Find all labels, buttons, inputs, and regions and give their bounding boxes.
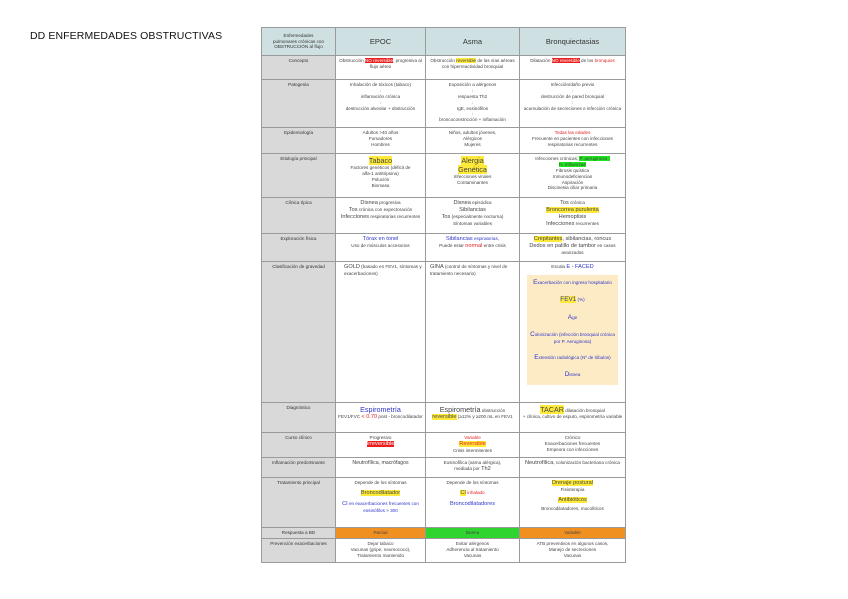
- text: Th2: [481, 465, 491, 472]
- text: Factores genéticos (déficit de: [350, 165, 411, 171]
- text: Tos: [560, 200, 569, 206]
- e-faced-item: [529, 331, 616, 345]
- header-bronquiectasias: Bronquiectasias: [520, 28, 626, 56]
- highlight-tabaco: Tabaco: [368, 156, 393, 165]
- clasificacion-epoc: [336, 262, 426, 403]
- page-title: DD ENFERMEDADES OBSTRUCTIVAS: [30, 30, 223, 42]
- text: Sibilancias: [445, 236, 473, 242]
- highlight-genetica: Genética: [458, 165, 487, 175]
- diagnostico-epoc: [336, 403, 426, 433]
- row-concepto: [262, 56, 626, 80]
- text: Depende de los síntomas: [354, 480, 407, 485]
- curso-bronquiectasias: [520, 433, 626, 458]
- highlight-fev1: FEV1: [560, 296, 577, 304]
- text-red: < 0.70: [361, 414, 378, 421]
- highlight-broncorrea: Broncorrea purulenta: [546, 207, 599, 214]
- patogenia-bronquiectasias: [520, 80, 626, 128]
- text: crónica con expectoración: [357, 207, 413, 213]
- e-faced-item: [529, 314, 616, 322]
- row-tratamiento: [262, 478, 626, 528]
- curso-asma: [426, 433, 520, 458]
- e-faced-item: [529, 371, 616, 379]
- text-e-faced: E - FACED: [566, 264, 594, 270]
- text: Infecciones crónicas:: [535, 156, 580, 161]
- text: Manejo de secreciones: [548, 546, 597, 552]
- text: Tos: [441, 214, 451, 221]
- corner-line-2: pulmonares crónicas con: [272, 38, 325, 44]
- arrow-down-icon: ↓: [379, 87, 382, 93]
- label-diagnostico: Diagnóstico: [262, 403, 336, 433]
- text-red: Todas las edades: [554, 130, 591, 135]
- diagnostico-asma: [426, 403, 520, 433]
- text: + clínica, cultivo de esputo, espirometría variable: [522, 414, 623, 420]
- etiologia-bronquiectasias: [520, 154, 626, 198]
- text: de las vías aéreas con hiperreactividad bronquial: [441, 58, 515, 69]
- text: Disnea: [453, 200, 471, 206]
- text: obstrucción: [480, 408, 506, 413]
- label-clasificacion: Clasificación de gravedad: [262, 262, 336, 403]
- highlight-reversible: Reversible: [459, 440, 486, 447]
- text: (especialmente nocturna): [450, 214, 504, 220]
- text: Infecciones: [546, 221, 575, 228]
- label-inflamacion: Inflamación predominante: [262, 458, 336, 478]
- header-epoc: EPOC: [336, 28, 426, 56]
- arrow-down-icon: ↓: [571, 87, 574, 93]
- e-faced-box: [527, 275, 618, 385]
- text: (basado en FEV1, síntomas y exacerbaciones): [344, 264, 422, 277]
- inflamacion-asma: [426, 458, 520, 478]
- label-exploracion: Exploración física: [262, 234, 336, 262]
- diagnostico-bronquiectasias: [520, 403, 626, 433]
- text: Adultos >40 años: [362, 130, 399, 135]
- text: Fibrosis quística: [555, 167, 590, 173]
- concepto-asma: [426, 56, 520, 80]
- text: Sibilancias: [459, 207, 486, 214]
- text: Síntomas variables: [452, 221, 493, 227]
- text-gold: GOLD: [344, 264, 360, 270]
- inflamacion-epoc: Neutrofílica, macrófagos: [336, 458, 426, 478]
- row-clinica: [262, 198, 626, 234]
- highlight-irreversible: Irreversible: [366, 440, 395, 447]
- text-red: Variable: [464, 435, 481, 440]
- text: progresiva: [377, 200, 401, 205]
- text: Frecuente en pacientes con infecciones respiratorias recurrentes: [532, 135, 613, 147]
- text: Fisioterapia: [560, 487, 585, 493]
- text: alfa-1 antitripsina): [362, 171, 399, 177]
- text: E: [534, 353, 539, 361]
- corner-line-1: Enfermedades: [283, 32, 314, 38]
- row-clasificacion: [262, 262, 626, 403]
- text: IgE, eosinófilos: [456, 105, 489, 111]
- row-prevencion: [262, 538, 626, 562]
- highlight-reversible: reversible: [456, 58, 477, 63]
- text: Escala: [551, 264, 567, 269]
- row-respuesta: [262, 528, 626, 539]
- exploracion-bronquiectasias: [520, 234, 626, 262]
- text: olonización (infección bronquial crónica por P. Aeruginosa): [534, 331, 615, 344]
- text: Hombres: [371, 141, 390, 147]
- text: destrucción alveolar + obstrucción: [345, 105, 416, 111]
- text: Disnea: [360, 200, 378, 206]
- arrow-down-icon: ↓: [471, 87, 474, 93]
- text: Polución: [371, 176, 390, 182]
- header-row: [262, 28, 626, 56]
- row-diagnostico: [262, 403, 626, 433]
- text: Inmunodeficiencias: [552, 173, 593, 179]
- text: Aspiración: [561, 179, 584, 185]
- text: Puede estar: [439, 243, 466, 249]
- tratamiento-bronquiectasias: [520, 478, 626, 528]
- text: en casos avanzados: [561, 243, 616, 256]
- text: (%): [576, 297, 585, 303]
- e-faced-item: [529, 279, 616, 287]
- patogenia-asma: [426, 80, 520, 128]
- text: episódica: [470, 200, 492, 205]
- prevencion-epoc: [336, 538, 426, 562]
- label-patogenia: Patogenia: [262, 80, 336, 128]
- header-asma: Asma: [426, 28, 520, 56]
- row-exploracion: [262, 234, 626, 262]
- clinica-epoc: [336, 198, 426, 234]
- text: Exposición a alérgenos: [448, 82, 497, 87]
- highlight-no-reversible: NO reversible: [551, 58, 580, 63]
- text: post - broncodilatador: [377, 414, 423, 420]
- respuesta-bronquiectasias: Variable: [520, 528, 626, 539]
- text: Vacunas: [563, 552, 582, 558]
- text: Tratamiento mantenido: [356, 552, 405, 558]
- arrow-down-icon: ↓: [379, 99, 382, 105]
- highlight-broncodilatador: Broncodilatador: [360, 489, 401, 496]
- text: A: [567, 313, 573, 321]
- text: , colonización bacteriana crónica: [553, 460, 620, 465]
- text: xacerbación con ingreso hospitalario: [537, 280, 612, 286]
- text: (control de síntomas y nivel de tratamiento necesario): [430, 264, 508, 277]
- respuesta-epoc: Parcial: [336, 528, 426, 539]
- text: Fumadores: [368, 135, 393, 141]
- text: crónica: [568, 200, 585, 205]
- epidemiologia-bronquiectasias: [520, 128, 626, 154]
- text: mediada por: [454, 465, 482, 471]
- text: Crónico: [564, 435, 581, 440]
- highlight-h-influenzae: H. influenzae: [559, 161, 586, 167]
- row-inflamacion: [262, 458, 626, 478]
- text: recurrentes: [574, 221, 599, 227]
- text: Infecciones: [340, 214, 370, 221]
- text: dilatación bronquial: [563, 408, 605, 413]
- corner-line-3: OBSTRUCCIÓN al flujo: [274, 44, 323, 50]
- row-etiologia: [262, 154, 626, 198]
- respuesta-asma: Buena: [426, 528, 520, 539]
- text: Exacerbaciones frecuentes: [544, 440, 601, 446]
- text: broncoconstricción + inflamación: [439, 117, 506, 123]
- clinica-asma: [426, 198, 520, 234]
- prevencion-bronquiectasias: [520, 538, 626, 562]
- row-curso: [262, 433, 626, 458]
- label-concepto: Concepto: [262, 56, 336, 80]
- arrow-down-icon: ↓: [471, 111, 474, 117]
- text: Contaminantes: [457, 180, 488, 186]
- text: Dilatación: [530, 58, 552, 63]
- text: D: [564, 370, 570, 378]
- text: Evitar alérgenos: [455, 540, 490, 546]
- text: Espirometría: [360, 405, 401, 414]
- text: FEV1/FVC: [338, 414, 362, 420]
- text: en exacerbaciones frecuentes con eosinófilos > 300: [347, 501, 419, 514]
- text: Vacunas (gripe, neumococo),: [350, 546, 411, 552]
- text: Inhalación de tóxicos (tabaco): [349, 82, 412, 87]
- text: ge: [572, 314, 578, 320]
- text: Infecciones virales: [453, 174, 492, 180]
- text: inflamación crónica: [360, 93, 401, 99]
- text: Alérgicos: [463, 135, 482, 141]
- text: entre crisis: [482, 243, 506, 249]
- header-corner: [262, 28, 336, 56]
- tratamiento-asma: [426, 478, 520, 528]
- concepto-bronquiectasias: [520, 56, 626, 80]
- highlight-p-aeruginosa: P. aeruginosa ,: [579, 156, 610, 161]
- text: Obstrucción: [339, 58, 365, 63]
- label-epidemiologia: Epidemiología: [262, 128, 336, 154]
- text: Biomasa: [371, 182, 390, 188]
- text: Espirometría: [439, 405, 481, 414]
- text: isnea: [569, 371, 581, 377]
- clasificacion-asma: [426, 262, 520, 403]
- patogenia-epoc: [336, 80, 426, 128]
- concepto-epoc: [336, 56, 426, 80]
- text: Mujeres: [464, 141, 481, 147]
- label-etiologia: Etiología principal: [262, 154, 336, 198]
- text: Crisis intermitentes: [452, 448, 493, 454]
- text: de los: [579, 58, 595, 63]
- text-red: bronquios: [594, 58, 615, 63]
- e-faced-item: [529, 296, 616, 304]
- text: Broncodilatadores, mucolíticos: [541, 506, 604, 512]
- highlight-antibioticos: Antibióticos: [558, 497, 587, 504]
- text-red: normal: [465, 243, 483, 250]
- highlight-alergia: Alergia: [461, 156, 484, 165]
- label-curso: Curso clínico: [262, 433, 336, 458]
- e-faced-item: [529, 354, 616, 362]
- text: CI: [342, 501, 348, 508]
- epidemiologia-asma: [426, 128, 520, 154]
- text: Neutrofílica: [525, 460, 554, 466]
- text: Empeora con infecciones: [546, 446, 599, 452]
- text: Adherencia al tratamiento: [446, 546, 499, 552]
- row-epidemiologia: [262, 128, 626, 154]
- highlight-crepitantes: Crepitantes: [533, 236, 563, 242]
- text: respuesta Th2: [457, 93, 488, 99]
- exploracion-asma: [426, 234, 520, 262]
- label-prevencion: Prevención exacerbaciones: [262, 538, 336, 562]
- tratamiento-epoc: [336, 478, 426, 528]
- text: , sibilancias, roncus: [562, 236, 612, 242]
- text: Niños, adultos jóvenes,: [448, 130, 497, 135]
- epidemiologia-epoc: [336, 128, 426, 154]
- text: Vacunas: [463, 552, 482, 558]
- etiologia-asma: [426, 154, 520, 198]
- text: ATB preventivos en algunos casos,: [536, 540, 609, 546]
- text: espiratorias,: [472, 236, 500, 241]
- text: destrucción de pared bronquial: [540, 93, 605, 99]
- text: C: [530, 330, 535, 338]
- curso-epoc: [336, 433, 426, 458]
- text: Broncodilatadores: [449, 501, 496, 508]
- prevencion-asma: [426, 538, 520, 562]
- text: Discinesia ciliar primaria: [547, 185, 598, 191]
- text: Dedos en palillo de tambor: [529, 243, 596, 250]
- highlight-ci: CI: [460, 489, 466, 496]
- text: Uso de músculos accesorios: [351, 243, 410, 249]
- label-clinica: Clínica típica: [262, 198, 336, 234]
- highlight-no-reversible: NO reversible: [364, 58, 394, 63]
- text: Hemoptisis: [558, 214, 587, 221]
- clasificacion-bronquiectasias: [520, 262, 626, 403]
- text: acumulación de secreciones e infección crónica: [523, 105, 622, 111]
- text-gina: GINA: [430, 264, 444, 270]
- inflamacion-bronquiectasias: [520, 458, 626, 478]
- arrow-down-icon: ↓: [471, 99, 474, 105]
- text: Eosinofílica (asma alérgica),: [443, 460, 502, 465]
- text: respiratorias recurrentes: [369, 214, 421, 220]
- row-patogenia: [262, 80, 626, 128]
- text: Depende de los síntomas: [446, 480, 499, 485]
- label-respuesta: Respuesta a BD: [262, 528, 336, 539]
- text: Obstrucción: [430, 58, 457, 63]
- text: xtensión radiológica (Nº de lóbulos): [538, 354, 611, 360]
- clinica-bronquiectasias: [520, 198, 626, 234]
- highlight-tacar: TACAR: [540, 405, 564, 414]
- text-red: inhalado: [465, 489, 485, 495]
- text: Progresivo: [369, 435, 392, 440]
- text: Infección/daño previo: [550, 82, 595, 87]
- comparison-table: [261, 27, 626, 563]
- text: Tórax en tonel: [362, 236, 399, 242]
- exploracion-epoc: [336, 234, 426, 262]
- text: Tos: [348, 207, 358, 214]
- label-tratamiento: Tratamiento principal: [262, 478, 336, 528]
- highlight-reversible: reversible: [432, 414, 457, 421]
- text: Dejar tabaco: [367, 540, 394, 546]
- etiologia-epoc: [336, 154, 426, 198]
- text: E: [533, 279, 538, 287]
- text: , progresiva al flujo aéreo: [369, 58, 422, 69]
- text: (≥12% y ≥200 mL en FEV1: [456, 414, 513, 420]
- arrow-down-icon: ↓: [571, 99, 574, 105]
- highlight-drenaje-postural: Drenaje postural: [551, 480, 594, 486]
